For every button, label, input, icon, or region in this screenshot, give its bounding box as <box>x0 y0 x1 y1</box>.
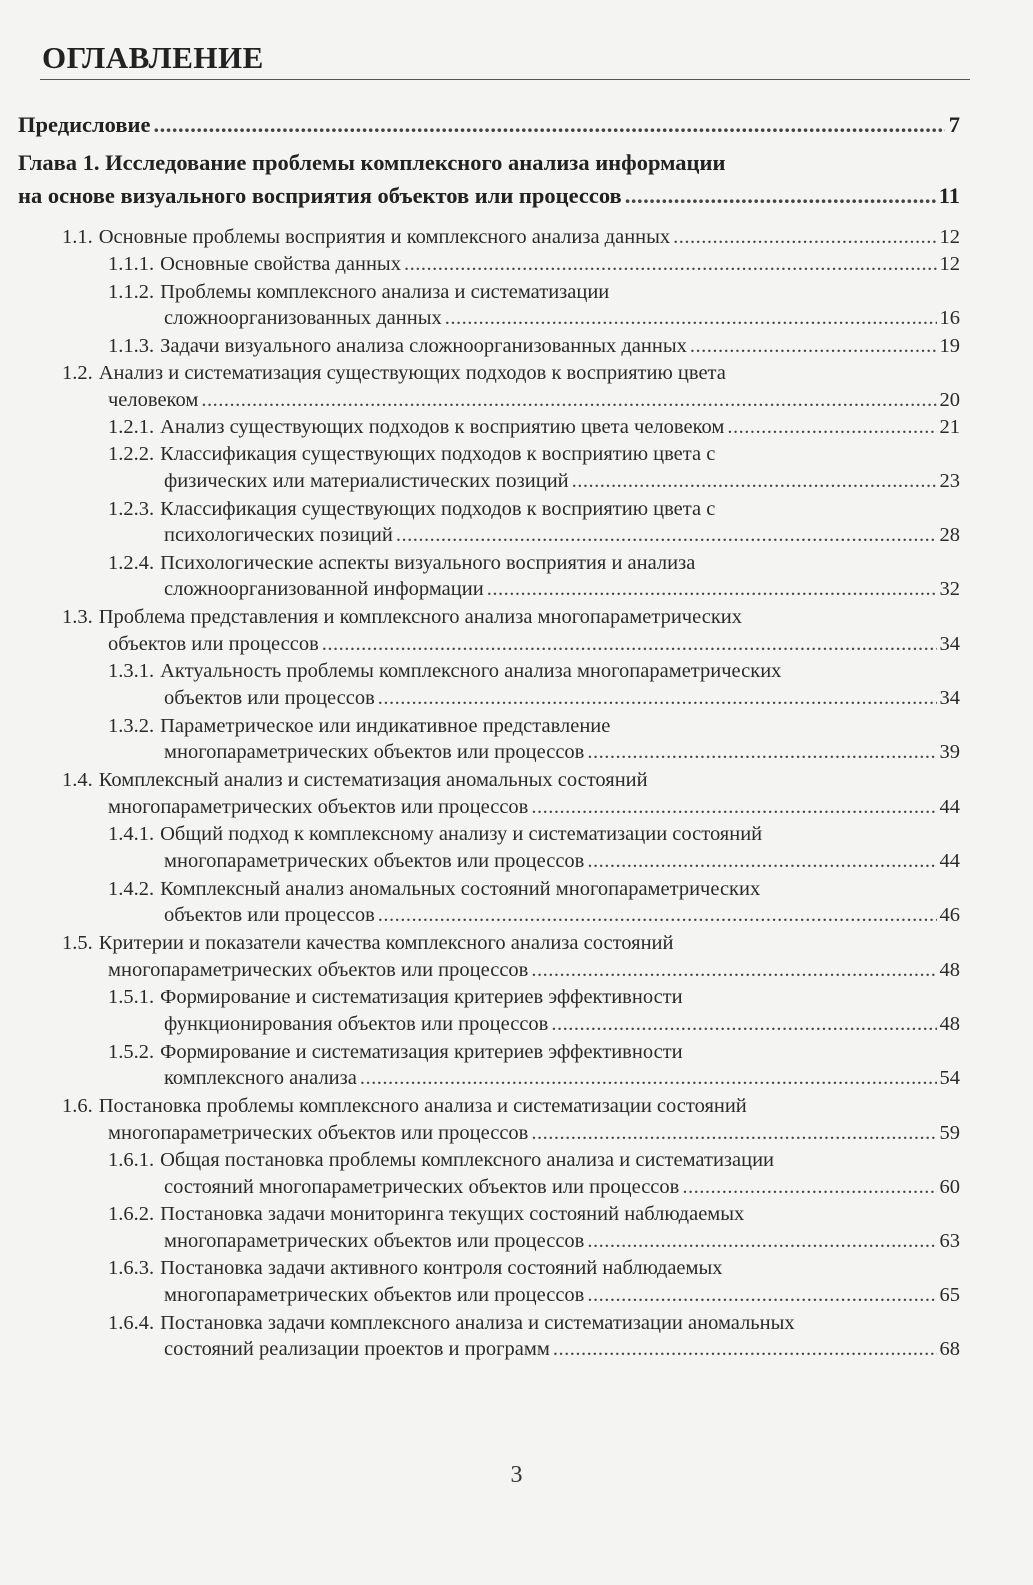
toc-entry-title: состояний реализации проектов и программ <box>164 1338 550 1360</box>
dot-leader <box>153 112 945 138</box>
toc-page-number: 48 <box>939 959 960 981</box>
toc-entry-number: 1.2.4. <box>108 552 155 574</box>
toc-entry-title: Анализ и систематизация существующих подходов к восприятию цвета <box>98 362 726 384</box>
toc-entry-line <box>108 986 960 1009</box>
toc-entry-title: на основе визуального восприятия объектов или процессов <box>18 183 622 208</box>
dot-leader <box>531 1122 936 1145</box>
toc-entry-title: многопараметрических объектов или процессов <box>164 1230 585 1252</box>
toc-entry-title: объектов или процессов <box>164 687 375 709</box>
toc-entry-title: Основные проблемы восприятия и комплексного анализа данных <box>98 226 671 248</box>
toc-entry-title: Общая постановка проблемы комплексного анализа и систематизации <box>160 1149 775 1171</box>
toc-entry-number: 1.3. <box>62 606 93 628</box>
toc-entry-line <box>164 850 960 873</box>
toc-entry-line <box>108 253 960 276</box>
dot-leader <box>587 1284 936 1307</box>
toc-entry-line <box>108 1149 960 1172</box>
toc-page-number: 60 <box>939 1176 960 1198</box>
toc-entry-line <box>108 1257 960 1280</box>
toc-page-number: 46 <box>939 904 960 926</box>
toc-entry-title: Постановка проблемы комплексного анализа и систематизации состояний <box>98 1095 747 1117</box>
dot-leader <box>587 741 936 764</box>
toc-entry-title: многопараметрических объектов или процессов <box>164 1284 585 1306</box>
toc-entry-title: Проблемы комплексного анализа и систематизации <box>160 281 610 303</box>
toc-entry-title: Психологические аспекты визуального восприятия и анализа <box>160 552 696 574</box>
toc-entry-line <box>108 498 960 521</box>
toc-entry-title: физических или материалистических позиций <box>164 470 569 492</box>
dot-leader <box>673 226 936 249</box>
toc-entry-number: 1.5.2. <box>108 1041 155 1063</box>
toc-entry-number: 1.2.3. <box>108 498 155 520</box>
dot-leader <box>322 633 937 656</box>
dot-leader <box>572 470 937 493</box>
toc-entry-title: Анализ существующих подходов к восприятию цвета человеком <box>160 416 725 438</box>
toc-entry-title: Параметрическое или индикативное представление <box>160 715 611 737</box>
toc-entry-title: Классификация существующих подходов к восприятию цвета с <box>160 498 716 520</box>
toc-entry-number: 1.6.1. <box>108 1149 155 1171</box>
toc-entry-title: Классификация существующих подходов к восприятию цвета с <box>160 443 716 465</box>
toc-entry-title: Предисловие <box>18 112 151 137</box>
toc-entry-title: сложноорганизованных данных <box>164 307 442 329</box>
dot-leader <box>690 335 937 358</box>
toc-entry-number: 1.6.3. <box>108 1257 155 1279</box>
toc-entry-line <box>108 796 960 819</box>
dot-leader <box>587 1230 936 1253</box>
dot-leader <box>201 389 936 412</box>
toc-entry-line <box>108 1122 960 1145</box>
toc-entry-line <box>108 335 960 358</box>
toc-page-number: 21 <box>939 416 960 438</box>
toc-chapter-line <box>18 150 960 176</box>
toc-entry-number: 1.1.3. <box>108 335 155 357</box>
toc-entry-number: 1.3.2. <box>108 715 155 737</box>
dot-leader <box>404 253 937 276</box>
toc-entry-title: состояний многопараметрических объектов или процессов <box>164 1176 680 1198</box>
toc-entry-line <box>108 878 960 901</box>
toc-entry-line <box>62 769 960 792</box>
toc-entry-number: 1.6.2. <box>108 1203 155 1225</box>
dot-leader <box>625 183 936 209</box>
toc-page-number: 34 <box>939 687 960 709</box>
page-title: ОГЛАВЛЕНИЕ <box>42 40 264 75</box>
toc-entry-title: комплексного анализа <box>164 1067 357 1089</box>
toc-entry-title: Глава 1. Исследование проблемы комплексного анализа информации <box>18 150 726 175</box>
toc-page-number: 20 <box>939 389 960 411</box>
toc-entry-title: Основные свойства данных <box>160 253 401 275</box>
toc-entry-number: 1.6. <box>62 1095 93 1117</box>
toc-entry-number: 1.2.2. <box>108 443 155 465</box>
dot-leader <box>360 1067 937 1090</box>
dot-leader <box>445 307 937 330</box>
toc-entry-line <box>164 1338 960 1361</box>
toc-entry-line <box>108 1041 960 1064</box>
dot-leader <box>727 416 936 439</box>
toc-entry-title: Постановка задачи комплексного анализа и систематизации аномальных <box>160 1312 795 1334</box>
dot-leader <box>587 850 936 873</box>
toc-entry-title: человеком <box>108 389 199 411</box>
toc-page-number: 54 <box>939 1067 960 1089</box>
toc-entry-number: 1.3.1. <box>108 660 155 682</box>
toc-page-number: 7 <box>948 112 960 137</box>
toc-entry-number: 1.5.1. <box>108 986 155 1008</box>
toc-entry-title: многопараметрических объектов или процессов <box>164 850 585 872</box>
toc-page-number: 59 <box>939 1122 960 1144</box>
toc-page-number: 28 <box>939 524 960 546</box>
toc-entry-title: Постановка задачи мониторинга текущих состояний наблюдаемых <box>160 1203 745 1225</box>
toc-entry-line <box>164 524 960 547</box>
toc-entry-line <box>108 715 960 738</box>
toc-entry-title: Постановка задачи активного контроля состояний наблюдаемых <box>160 1257 723 1279</box>
toc-entry-line <box>108 1203 960 1226</box>
toc-entry-line <box>108 281 960 304</box>
toc-entry-title: психологических позиций <box>164 524 393 546</box>
dot-leader <box>378 687 937 710</box>
toc-entry-line <box>164 1176 960 1199</box>
toc-page-number: 44 <box>939 796 960 818</box>
toc-chapter-line <box>18 183 960 209</box>
toc-entry-line <box>164 1284 960 1307</box>
toc-page-number: 12 <box>939 226 960 248</box>
toc-page-number: 44 <box>939 850 960 872</box>
toc-entry-number: 1.4. <box>62 769 93 791</box>
toc-entry-title: Формирование и систематизация критериев эффективности <box>160 1041 683 1063</box>
toc-entry-line <box>62 606 960 629</box>
dot-leader <box>378 904 937 927</box>
toc-entry-number: 1.1.2. <box>108 281 155 303</box>
dot-leader <box>531 959 936 982</box>
toc-page-number: 16 <box>939 307 960 329</box>
toc-entry-title: объектов или процессов <box>108 633 319 655</box>
toc-entry-title: Комплексный анализ аномальных состояний многопараметрических <box>160 878 761 900</box>
toc-entry-line <box>164 1013 960 1036</box>
toc-entry-number: 1.4.1. <box>108 823 155 845</box>
page-number: 3 <box>510 1462 523 1488</box>
toc-entry-title: сложноорганизованной информации <box>164 578 484 600</box>
toc-page-number: 68 <box>939 1338 960 1360</box>
toc-page-number: 23 <box>939 470 960 492</box>
toc-entry-title: многопараметрических объектов или процессов <box>108 959 529 981</box>
toc-chapter-line <box>18 112 960 138</box>
toc-entry-line <box>164 904 960 927</box>
dot-leader <box>682 1176 936 1199</box>
toc-entry-line <box>164 470 960 493</box>
toc-entry-title: многопараметрических объектов или процессов <box>164 741 585 763</box>
toc-entry-line <box>108 660 960 683</box>
toc-page-number: 63 <box>939 1230 960 1252</box>
toc-entry-title: многопараметрических объектов или процессов <box>108 796 529 818</box>
toc-entry-number: 1.1. <box>62 226 93 248</box>
toc-entry-line <box>164 307 960 330</box>
toc-entry-line <box>108 389 960 412</box>
toc-entry-title: Задачи визуального анализа сложноорганизованных данных <box>160 335 687 357</box>
dot-leader <box>553 1338 937 1361</box>
toc-entry-title: Общий подход к комплексному анализу и систематизации состояний <box>160 823 763 845</box>
toc-entry-line <box>62 226 960 249</box>
dot-leader <box>487 578 937 601</box>
toc-entry-title: функционирования объектов или процессов <box>164 1013 549 1035</box>
toc-entry-number: 1.1.1. <box>108 253 155 275</box>
toc-entry-line <box>62 1095 960 1118</box>
toc-entry-line <box>164 687 960 710</box>
toc-entry-line <box>164 1230 960 1253</box>
toc-entry-title: Критерии и показатели качества комплексного анализа состояний <box>98 932 674 954</box>
toc-page-number: 19 <box>939 335 960 357</box>
toc-page-number: 34 <box>939 633 960 655</box>
toc-entry-number: 1.4.2. <box>108 878 155 900</box>
toc-page-number: 11 <box>938 183 960 208</box>
toc-entry-line <box>164 741 960 764</box>
toc-entry-line <box>108 416 960 439</box>
toc-entry-line <box>164 578 960 601</box>
toc-entry-line <box>108 823 960 846</box>
toc-entry-number: 1.6.4. <box>108 1312 155 1334</box>
toc-entry-number: 1.2. <box>62 362 93 384</box>
toc-entry-line <box>62 362 960 385</box>
toc-entry-line <box>108 633 960 656</box>
toc-page-number: 12 <box>939 253 960 275</box>
toc-entry-line <box>108 959 960 982</box>
toc-entry-title: Формирование и систематизация критериев эффективности <box>160 986 683 1008</box>
toc-entry-line <box>108 1312 960 1335</box>
toc-entry-title: Актуальность проблемы комплексного анализа многопараметрических <box>160 660 782 682</box>
toc-entry-number: 1.2.1. <box>108 416 155 438</box>
toc-entry-line <box>164 1067 960 1090</box>
toc-entry-number: 1.5. <box>62 932 93 954</box>
toc-entry-line <box>108 443 960 466</box>
toc-entry-title: Комплексный анализ и систематизация аномальных состояний <box>98 769 648 791</box>
toc-page-number: 32 <box>939 578 960 600</box>
dot-leader <box>531 796 936 819</box>
toc-entry-line <box>108 552 960 575</box>
toc-entry-title: многопараметрических объектов или процессов <box>108 1122 529 1144</box>
dot-leader <box>551 1013 936 1036</box>
toc-page-number: 39 <box>939 741 960 763</box>
toc-entry-line <box>62 932 960 955</box>
toc-entry-title: объектов или процессов <box>164 904 375 926</box>
title-divider <box>40 79 970 80</box>
dot-leader <box>396 524 937 547</box>
toc-page-number: 48 <box>939 1013 960 1035</box>
toc-page-number: 65 <box>939 1284 960 1306</box>
toc-entry-title: Проблема представления и комплексного анализа многопараметрических <box>98 606 742 628</box>
